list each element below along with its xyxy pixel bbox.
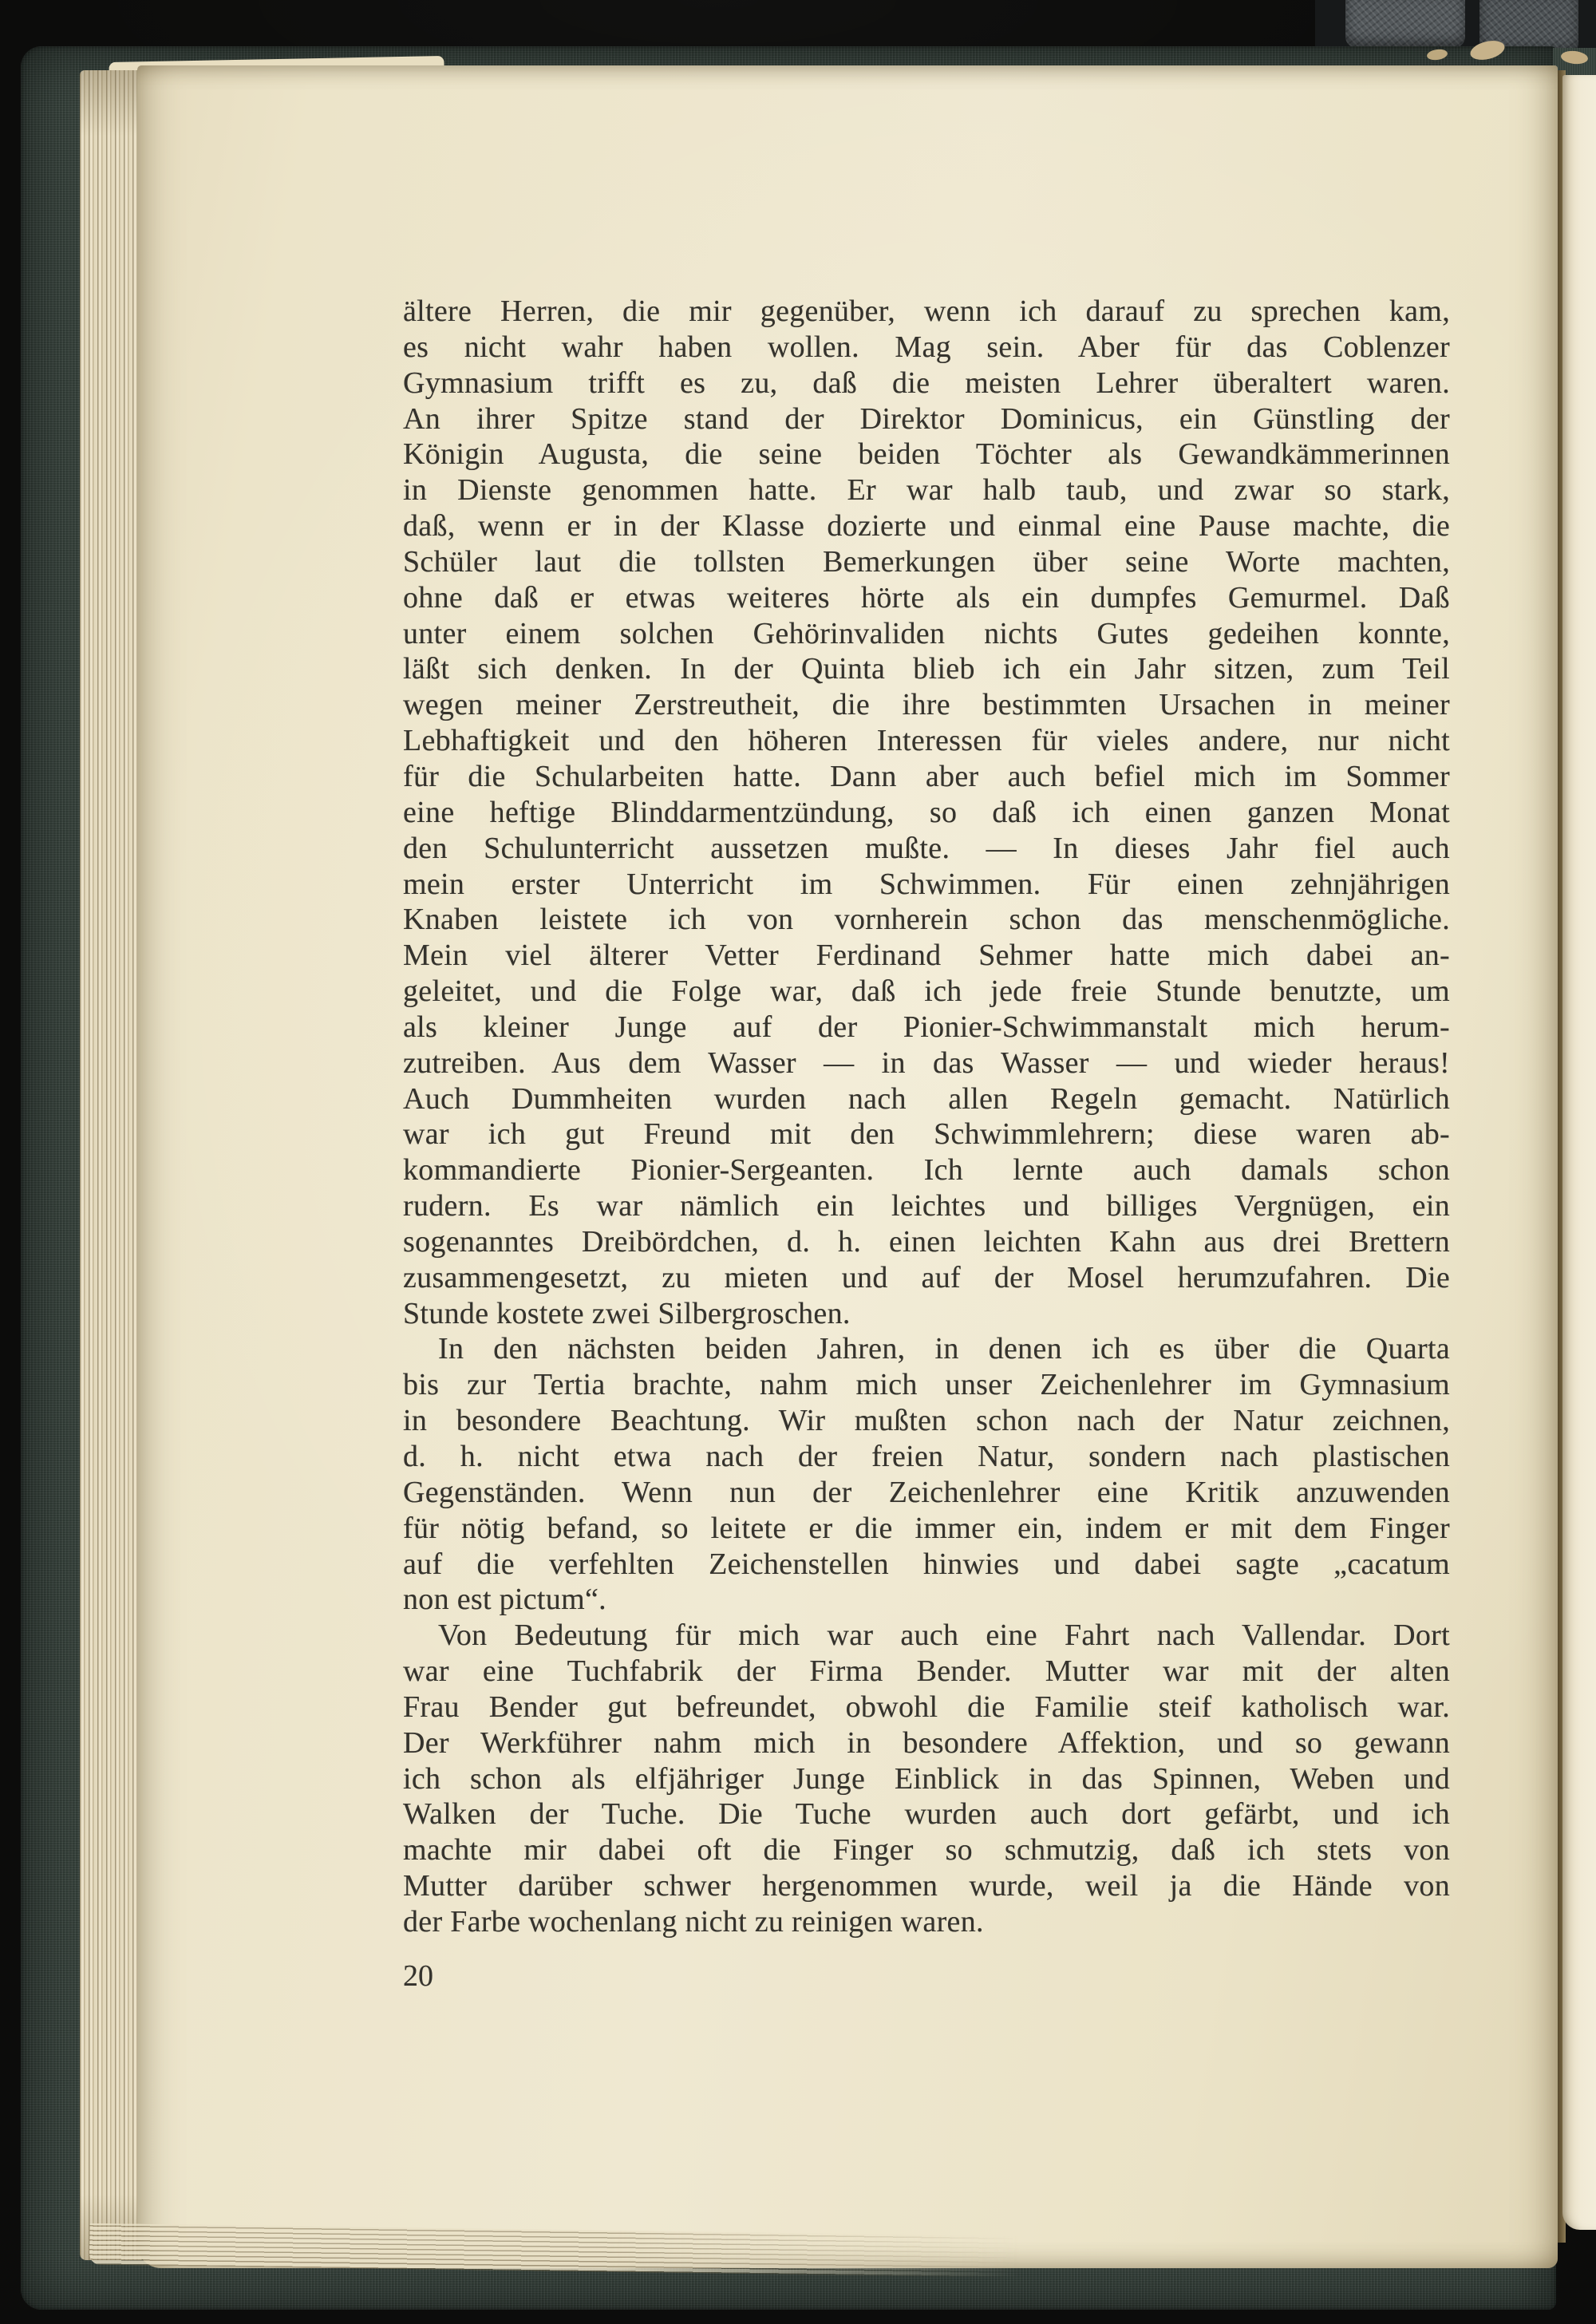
text-block	[403, 294, 1450, 1940]
text-line: war ich gut Freund mit den Schwimmlehrern; diese waren ab-	[403, 1117, 1450, 1152]
text-line: daß, wenn er in der Klasse dozierte und einmal eine Pause machte, die	[403, 509, 1450, 543]
text-line: ältere Herren, die mir gegenüber, wenn ich darauf zu sprechen kam,	[403, 294, 1450, 328]
text-line: kommandierte Pionier-Sergeanten. Ich lernte auch damals schon	[403, 1153, 1450, 1188]
text-line: Von Bedeutung für mich war auch eine Fahrt nach Vallendar. Dort	[438, 1618, 1450, 1653]
text-line: Gegenständen. Wenn nun der Zeichenlehrer eine Kritik anzuwenden	[403, 1475, 1450, 1509]
text-line: zutreiben. Aus dem Wasser — in das Wasser — und wieder heraus!	[403, 1045, 1450, 1080]
text-line: Knaben leistete ich von vornherein schon das menschenmögliche.	[403, 903, 1450, 937]
text-line: Auch Dummheiten wurden nach allen Regeln gemacht. Natürlich	[403, 1081, 1450, 1116]
text-line: unter einem solchen Gehörinvaliden nichts Gutes gedeihen konnte,	[403, 616, 1450, 650]
text-line: wegen meiner Zerstreutheit, die ihre bestimmten Ursachen in meiner	[403, 688, 1450, 722]
text-line: der Farbe wochenlang nicht zu reinigen waren.	[403, 1904, 984, 1939]
text-line: ohne daß er etwas weiteres hörte als ein dumpfes Gemurmel. Daß	[403, 580, 1450, 615]
text-line: für nötig befand, so leitete er die immer ein, indem er mit dem Finger	[403, 1511, 1450, 1545]
book-page	[137, 65, 1558, 2268]
text-line: Lebhaftigkeit und den höheren Interessen für vieles andere, nur nicht	[403, 724, 1450, 758]
text-line: Mutter darüber schwer hergenommen wurde, weil ja die Hände von	[403, 1869, 1450, 1903]
text-line: den Schulunterricht aussetzen mußte. — In dieses Jahr fiel auch	[403, 831, 1450, 865]
text-line: d. h. nicht etwa nach der freien Natur, sondern nach plastischen	[403, 1440, 1450, 1473]
text-line: Schüler laut die tollsten Bemerkungen über seine Worte machten,	[403, 544, 1450, 579]
text-line: An ihrer Spitze stand der Direktor Dominicus, ein Günstling der	[403, 401, 1450, 436]
text-line: Walken der Tuche. Die Tuche wurden auch dort gefärbt, und ich	[403, 1797, 1450, 1832]
text-line: In den nächsten beiden Jahren, in denen ich es über die Quarta	[438, 1332, 1450, 1366]
page-stack-fore-edge	[80, 70, 142, 2260]
text-line: non est pictum“.	[403, 1583, 606, 1617]
text-line: in besondere Beachtung. Wir mußten schon nach der Natur zeichnen,	[403, 1404, 1450, 1438]
text-line: mein erster Unterricht im Schwimmen. Für einen zehnjährigen	[403, 867, 1450, 901]
text-line: geleitet, und die Folge war, daß ich jede freie Stunde benutzte, um	[403, 974, 1450, 1009]
text-line: eine heftige Blinddarmentzündung, so daß ich einen ganzen Monat	[403, 795, 1450, 829]
text-line: Mein viel älterer Vetter Ferdinand Sehmer hatte mich dabei an-	[403, 939, 1450, 973]
text-line: Königin Augusta, die seine beiden Töchter als Gewandkämmerinnen	[403, 437, 1450, 472]
text-line: ich schon als elfjähriger Junge Einblick in das Spinnen, Weben und	[403, 1761, 1450, 1796]
text-line: war eine Tuchfabrik der Firma Bender. Mutter war mit der alten	[403, 1654, 1450, 1689]
text-line: sogenanntes Dreibördchen, d. h. einen leichten Kahn aus drei Brettern	[403, 1224, 1450, 1259]
text-line: Frau Bender gut befreundet, obwohl die Familie steif katholisch war.	[403, 1690, 1450, 1724]
text-line: machte mir dabei oft die Finger so schmutzig, daß ich stets von	[403, 1833, 1450, 1868]
text-line: Gymnasium trifft es zu, daß die meisten Lehrer überaltert waren.	[403, 366, 1450, 400]
text-line: läßt sich denken. In der Quinta blieb ich ein Jahr sitzen, zum Teil	[403, 652, 1450, 686]
text-line: auf die verfehlten Zeichenstellen hinwies und dabei sagte „cacatum	[403, 1547, 1450, 1581]
page-number: 20	[403, 1959, 433, 1993]
scanner-clamp-patch	[1345, 0, 1465, 48]
text-line: rudern. Es war nämlich ein leichtes und billiges Vergnügen, ein	[403, 1189, 1450, 1223]
text-line: für die Schularbeiten hatte. Dann aber auch befiel mich im Sommer	[403, 759, 1450, 793]
text-line: bis zur Tertia brachte, nahm mich unser Zeichenlehrer im Gymnasium	[403, 1368, 1450, 1402]
text-line: in Dienste genommen hatte. Er war halb taub, und zwar so stark,	[403, 473, 1450, 508]
text-line: Der Werkführer nahm mich in besondere Affektion, und so gewann	[403, 1725, 1450, 1760]
text-line: es nicht wahr haben wollen. Mag sein. Aber für das Coblenzer	[403, 330, 1450, 364]
text-line: zusammengesetzt, zu mieten und auf der Mosel herumzufahren. Die	[403, 1260, 1450, 1294]
text-line: Stunde kostete zwei Silbergroschen.	[403, 1296, 851, 1330]
text-line: als kleiner Junge auf der Pionier-Schwimmanstalt mich herum-	[403, 1010, 1450, 1044]
facing-page-sliver	[1562, 75, 1596, 2230]
